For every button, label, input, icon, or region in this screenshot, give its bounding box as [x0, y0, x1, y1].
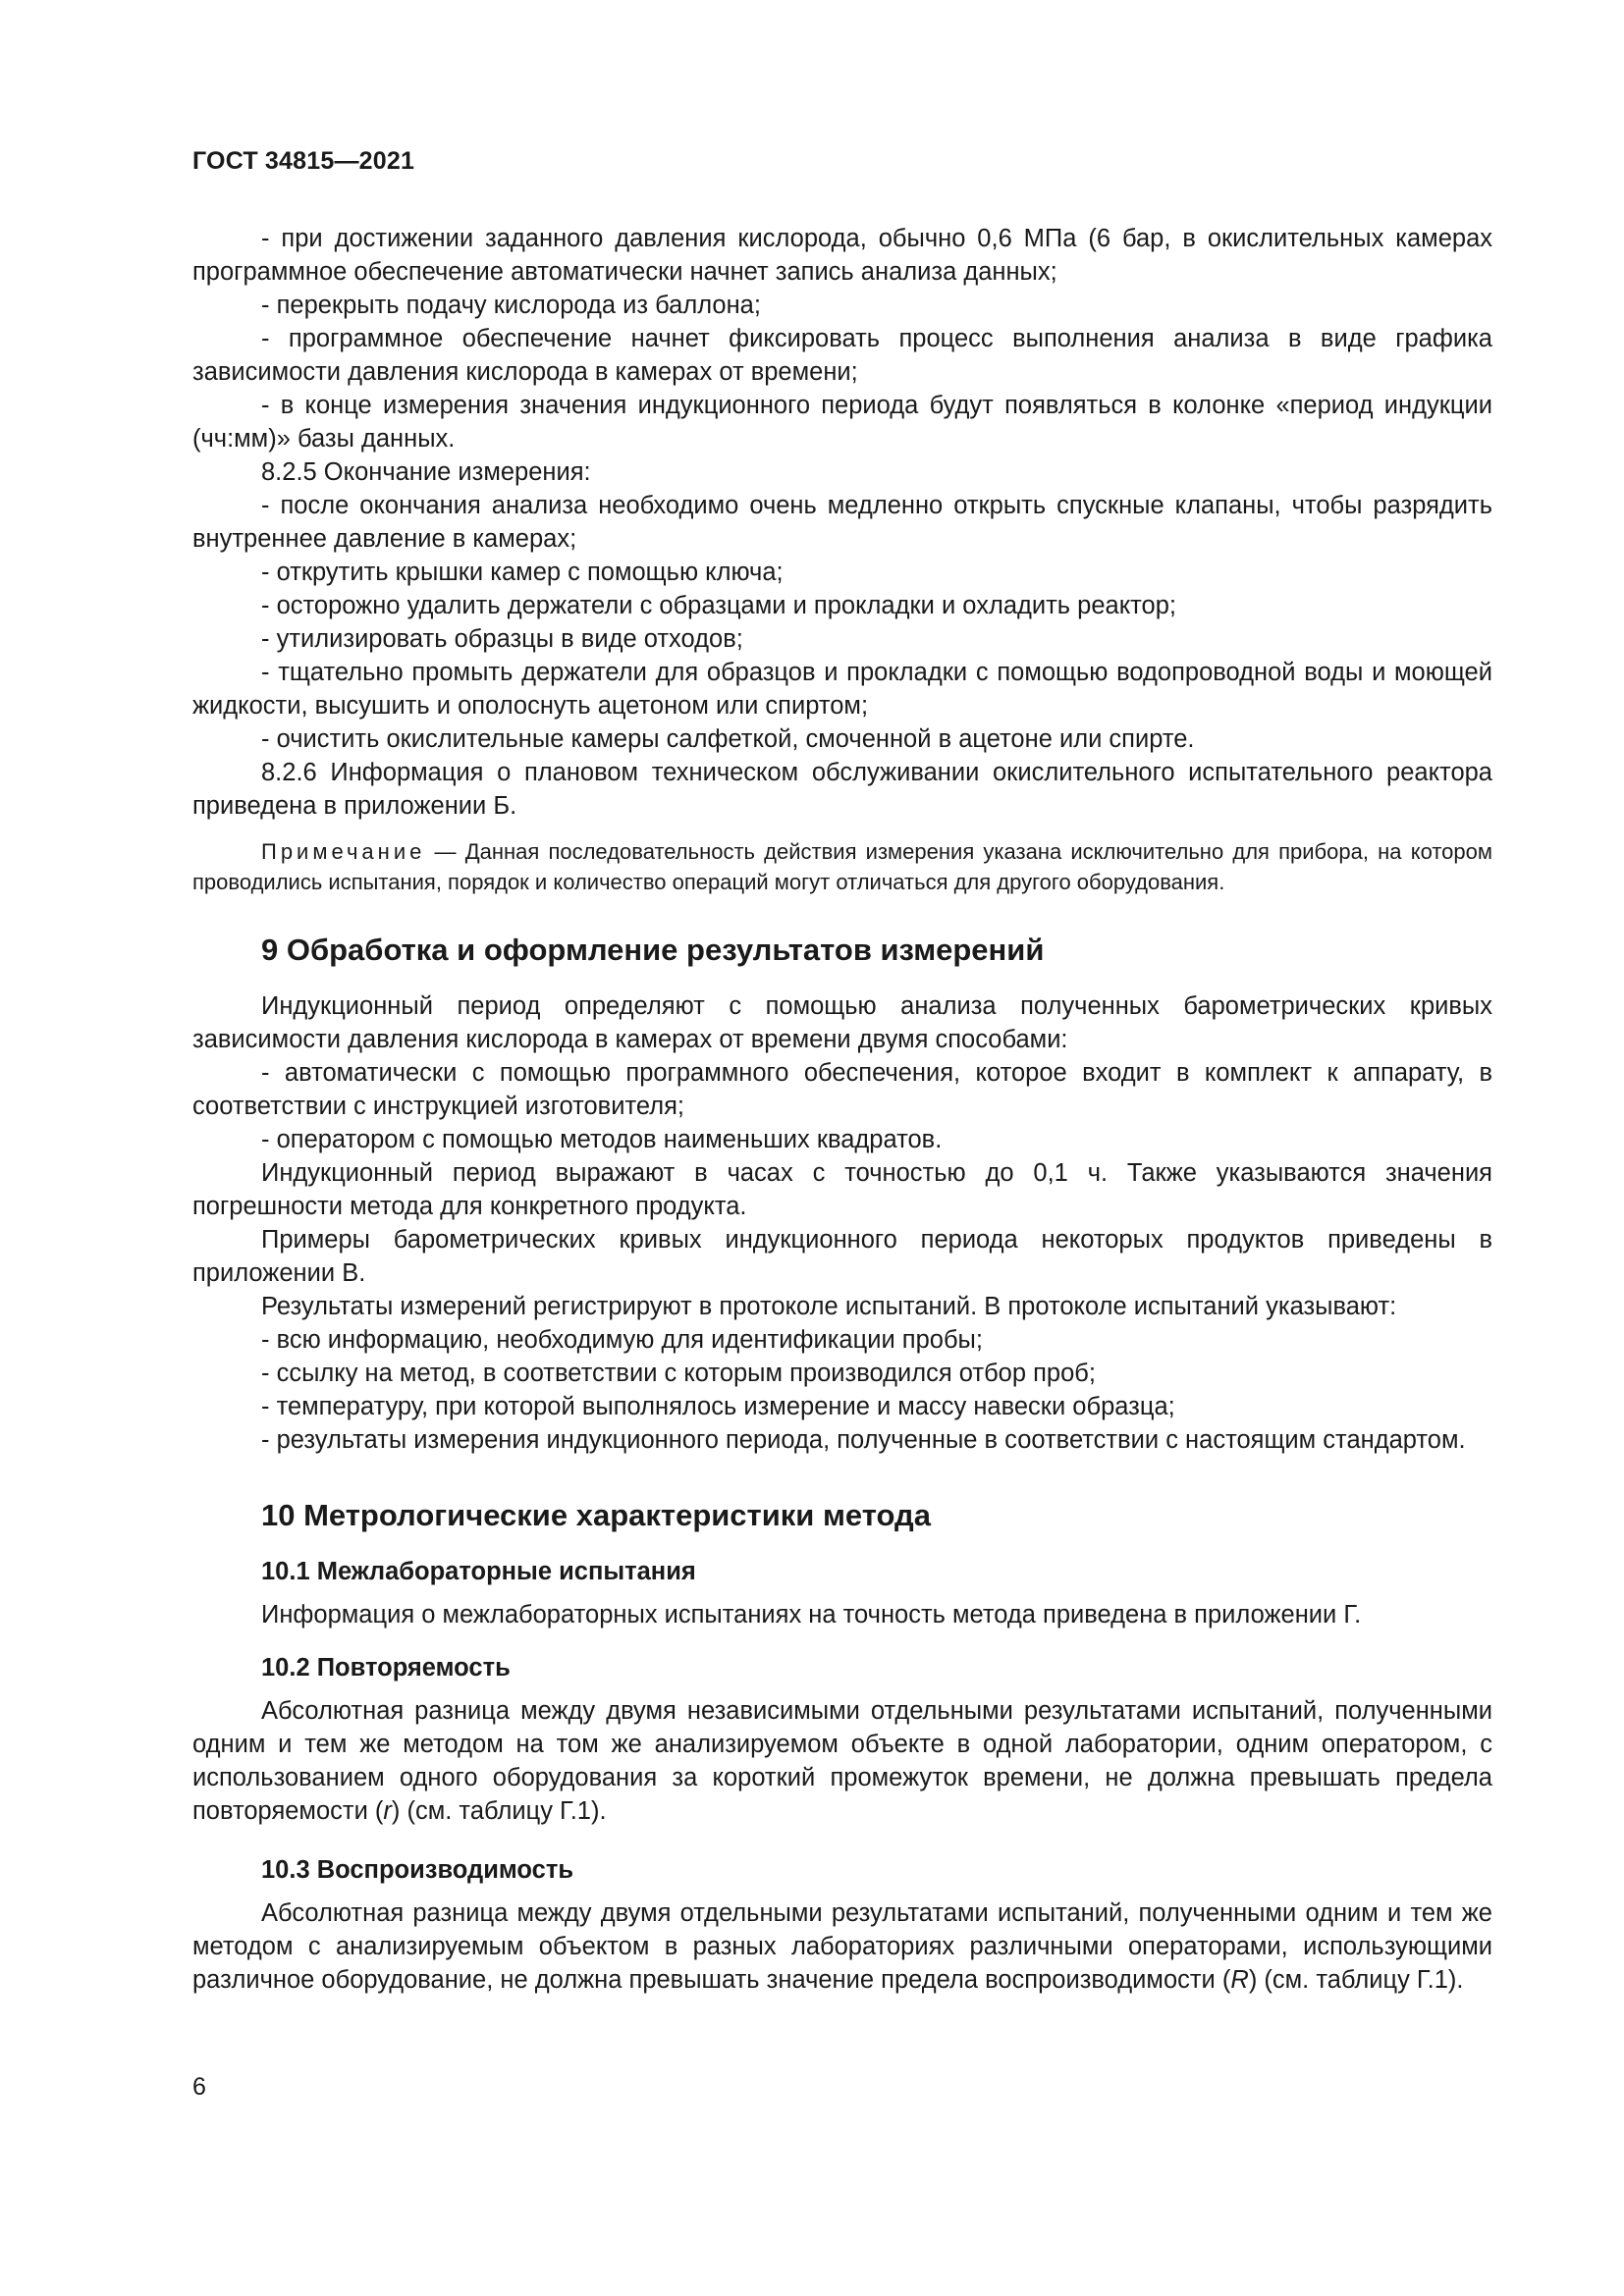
- clause-8-2-6: 8.2.6 Информация о плановом техническом обслуживании окислительного испытательного реактора приведена в приложении Б.: [192, 759, 1492, 820]
- paragraph: - программное обеспечение начнет фиксировать процесс выполнения анализа в виде графика зависимости давления кислорода в камерах от времени;: [192, 325, 1492, 386]
- text-run: ) (см. таблицу Г.1).: [391, 1797, 607, 1825]
- paragraph: - ссылку на метод, в соответствии с которым производился отбор проб;: [261, 1360, 1096, 1387]
- paragraph: - открутить крышки камер с помощью ключа;: [261, 559, 784, 586]
- text-run: Абсолютная разница между двумя независимыми отдельными результатами испытаний, полученными одним и тем же методом на том же анализируемом объекте в одной лаборатории, одним оператором, с использованием одного оборудования за короткий промежуток времени, не должна превышать предела повторяемости (: [192, 1697, 1492, 1825]
- section-9-title: 9 Обработка и оформление результатов измерений: [261, 933, 1045, 967]
- reproducibility-paragraph: [192, 1896, 1492, 1997]
- paragraph: - тщательно промыть держатели для образцов и прокладки с помощью водопроводной воды и моющей жидкости, высушить и ополоснуть ацетоном или спиртом;: [192, 659, 1492, 720]
- standard-header: ГОСТ 34815—2021: [192, 147, 415, 175]
- note-label: Примечание: [261, 839, 426, 864]
- paragraph: Информация о межлабораторных испытаниях на точность метода приведена в приложении Г.: [261, 1601, 1362, 1629]
- paragraph: - результаты измерения индукционного периода, полученные в соответствии с настоящим стандартом.: [261, 1426, 1466, 1454]
- paragraph: - при достижении заданного давления кислорода, обычно 0,6 МПа (6 бар, в окислительных камерах программное обеспечение автоматически начнет запись анализа данных;: [192, 225, 1492, 286]
- paragraph: - перекрыть подачу кислорода из баллона;: [261, 292, 761, 319]
- paragraph: - автоматически с помощью программного обеспечения, которое входит в комплект к аппарату, в соответствии с инструкцией изготовителя;: [192, 1059, 1492, 1120]
- paragraph: - температуру, при которой выполнялось измерение и массу навески образца;: [261, 1393, 1175, 1420]
- note: [192, 836, 1492, 897]
- paragraph: Индукционный период выражают в часах с точностью до 0,1 ч. Также указываются значения погрешности метода для конкретного продукта.: [192, 1159, 1492, 1220]
- section-10-title: 10 Метрологические характеристики метода: [261, 1498, 931, 1532]
- paragraph: Индукционный период определяют с помощью анализа полученных барометрических кривых зависимости давления кислорода в камерах от времени двумя способами:: [192, 992, 1492, 1053]
- symbol-R: R: [1230, 1966, 1249, 1994]
- paragraph: Результаты измерений регистрируют в протоколе испытаний. В протоколе испытаний указывают:: [261, 1293, 1397, 1320]
- repeatability-paragraph: [192, 1694, 1492, 1828]
- subsection-10-3-title: 10.3 Воспроизводимость: [261, 1856, 574, 1884]
- symbol-r: r: [383, 1797, 392, 1825]
- paragraph: Примеры барометрических кривых индукционного периода некоторых продуктов приведены в приложении В.: [192, 1226, 1492, 1287]
- subsection-10-2-title: 10.2 Повторяемость: [261, 1654, 511, 1682]
- paragraph: - очистить окислительные камеры салфеткой, смоченной в ацетоне или спирте.: [261, 725, 1195, 753]
- paragraph: - после окончания анализа необходимо очень медленно открыть спускные клапаны, чтобы разрядить внутреннее давление в камерах;: [192, 492, 1492, 553]
- paragraph: - утилизировать образцы в виде отходов;: [261, 625, 743, 653]
- page-content: [192, 222, 1492, 1997]
- paragraph: - в конце измерения значения индукционного периода будут появляться в колонке «период индукции (чч:мм)» базы данных.: [192, 392, 1492, 453]
- page-number: 6: [192, 2073, 206, 2101]
- note-text: — Данная последовательность действия измерения указана исключительно для прибора, на котором проводились испытания, порядок и количество операций могут отличаться для другого оборудования.: [192, 839, 1492, 894]
- subsection-10-1-title: 10.1 Межлабораторные испытания: [261, 1558, 696, 1585]
- paragraph: - оператором с помощью методов наименьших квадратов.: [261, 1126, 943, 1153]
- paragraph: - осторожно удалить держатели с образцами и прокладки и охладить реактор;: [261, 592, 1177, 619]
- paragraph: - всю информацию, необходимую для идентификации пробы;: [261, 1326, 983, 1354]
- text-run: ) (см. таблицу Г.1).: [1248, 1966, 1464, 1994]
- text-run: Абсолютная разница между двумя отдельными результатами испытаний, полученными одним и тем же методом с анализируемым объектом в разных лабораториях различными операторами, использующими различное оборудование, не должна превышать значение предела воспроизводимости (: [192, 1899, 1492, 1994]
- clause-8-2-5: 8.2.5 Окончание измерения:: [261, 458, 591, 486]
